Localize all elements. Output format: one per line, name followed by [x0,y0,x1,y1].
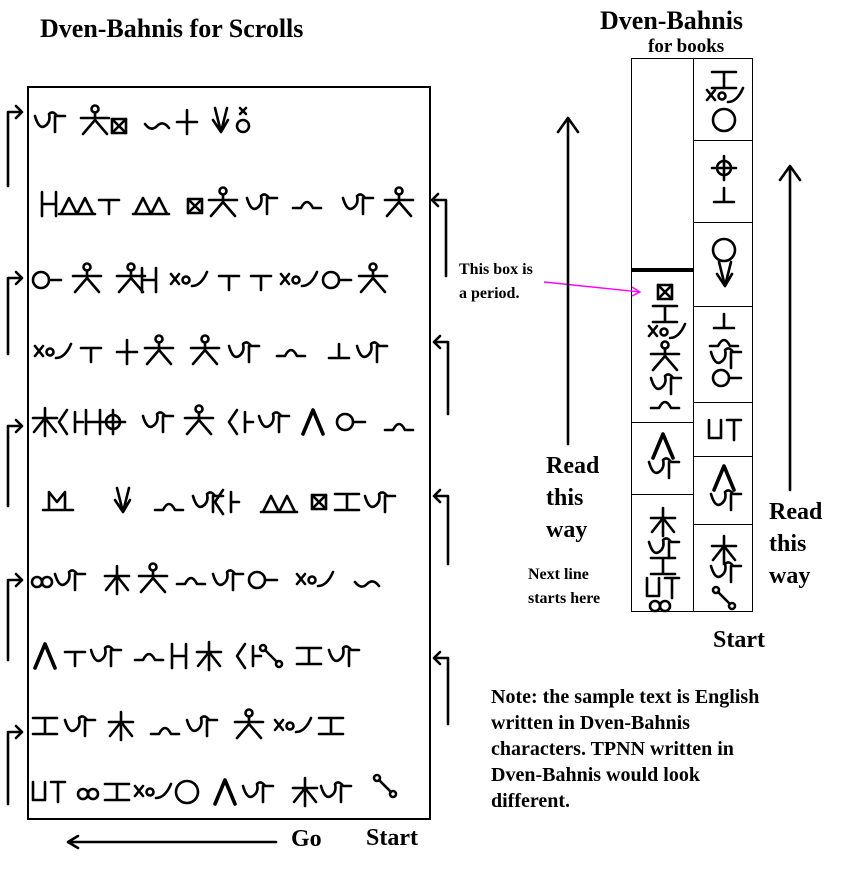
note-block [491,684,759,814]
left-arrow-2 [8,272,22,354]
book-glyphs [631,58,755,614]
note-line-1: Note: the sample text is English [491,686,760,708]
scroll-line-1 [35,106,249,135]
scroll-line-2 [42,188,413,217]
next-line-label-2: starts here [528,590,601,607]
book-cell-r2 [712,156,736,202]
read-left-line-1: Read [546,453,600,479]
book-cell-r5 [709,420,741,440]
book-cell-l3 [649,434,679,478]
book-up-arrow-right [778,160,802,494]
scroll-line-7 [32,564,379,595]
read-right-line-3: way [769,563,811,589]
book-cell-r6 [711,466,741,510]
book-panel-title: Dven-Bahnis [600,6,744,35]
left-arrow-5 [8,726,22,804]
book-up-arrow-left [556,112,580,448]
book-cell-r4 [710,314,741,386]
book-cell-r1 [707,72,743,131]
right-arrow-1 [432,194,446,276]
book-panel-subtitle: for books [648,36,725,57]
scroll-line-4 [35,336,387,365]
note-line-3: characters. TPNN written in [491,738,734,760]
note-line-5: different. [491,790,571,812]
right-reading-arrows [428,180,458,680]
scroll-line-5 [33,406,413,437]
next-line-label-1: Next line [528,566,589,583]
right-arrow-2 [434,336,448,414]
scroll-start-label: Start [366,825,418,851]
right-arrow-4 [434,652,448,724]
scroll-line-9 [33,710,343,741]
scroll-line-10 [33,775,396,806]
read-left-line-2: this [546,485,584,511]
scroll-panel-title: Dven-Bahnis for Scrolls [40,14,304,43]
book-cell-l2 [649,285,685,408]
scroll-glyph-lines [27,86,429,818]
read-left-line-3: way [546,517,588,543]
book-start-label: Start [713,627,765,653]
note-line-4: Dven-Bahnis would look [491,764,700,786]
go-label: Go [291,826,322,852]
period-note-line-2: a period. [459,285,520,302]
read-right-line-2: this [769,531,807,557]
left-arrow-4 [8,574,22,660]
book-cell-r7 [711,536,741,609]
scroll-line-8 [35,642,359,670]
period-note-line-1: This box is [459,261,533,278]
go-arrow [60,832,280,856]
left-arrow-1 [8,106,22,186]
left-reading-arrows [0,90,28,820]
read-right-line-1: Read [769,499,823,525]
scroll-line-3 [33,264,387,293]
book-cell-l4 [647,508,679,611]
right-arrow-3 [434,490,448,564]
left-arrow-3 [8,420,22,506]
book-cell-r3 [713,239,735,286]
note-line-2: written in Dven-Bahnis [491,712,690,734]
scroll-line-6 [43,488,395,514]
